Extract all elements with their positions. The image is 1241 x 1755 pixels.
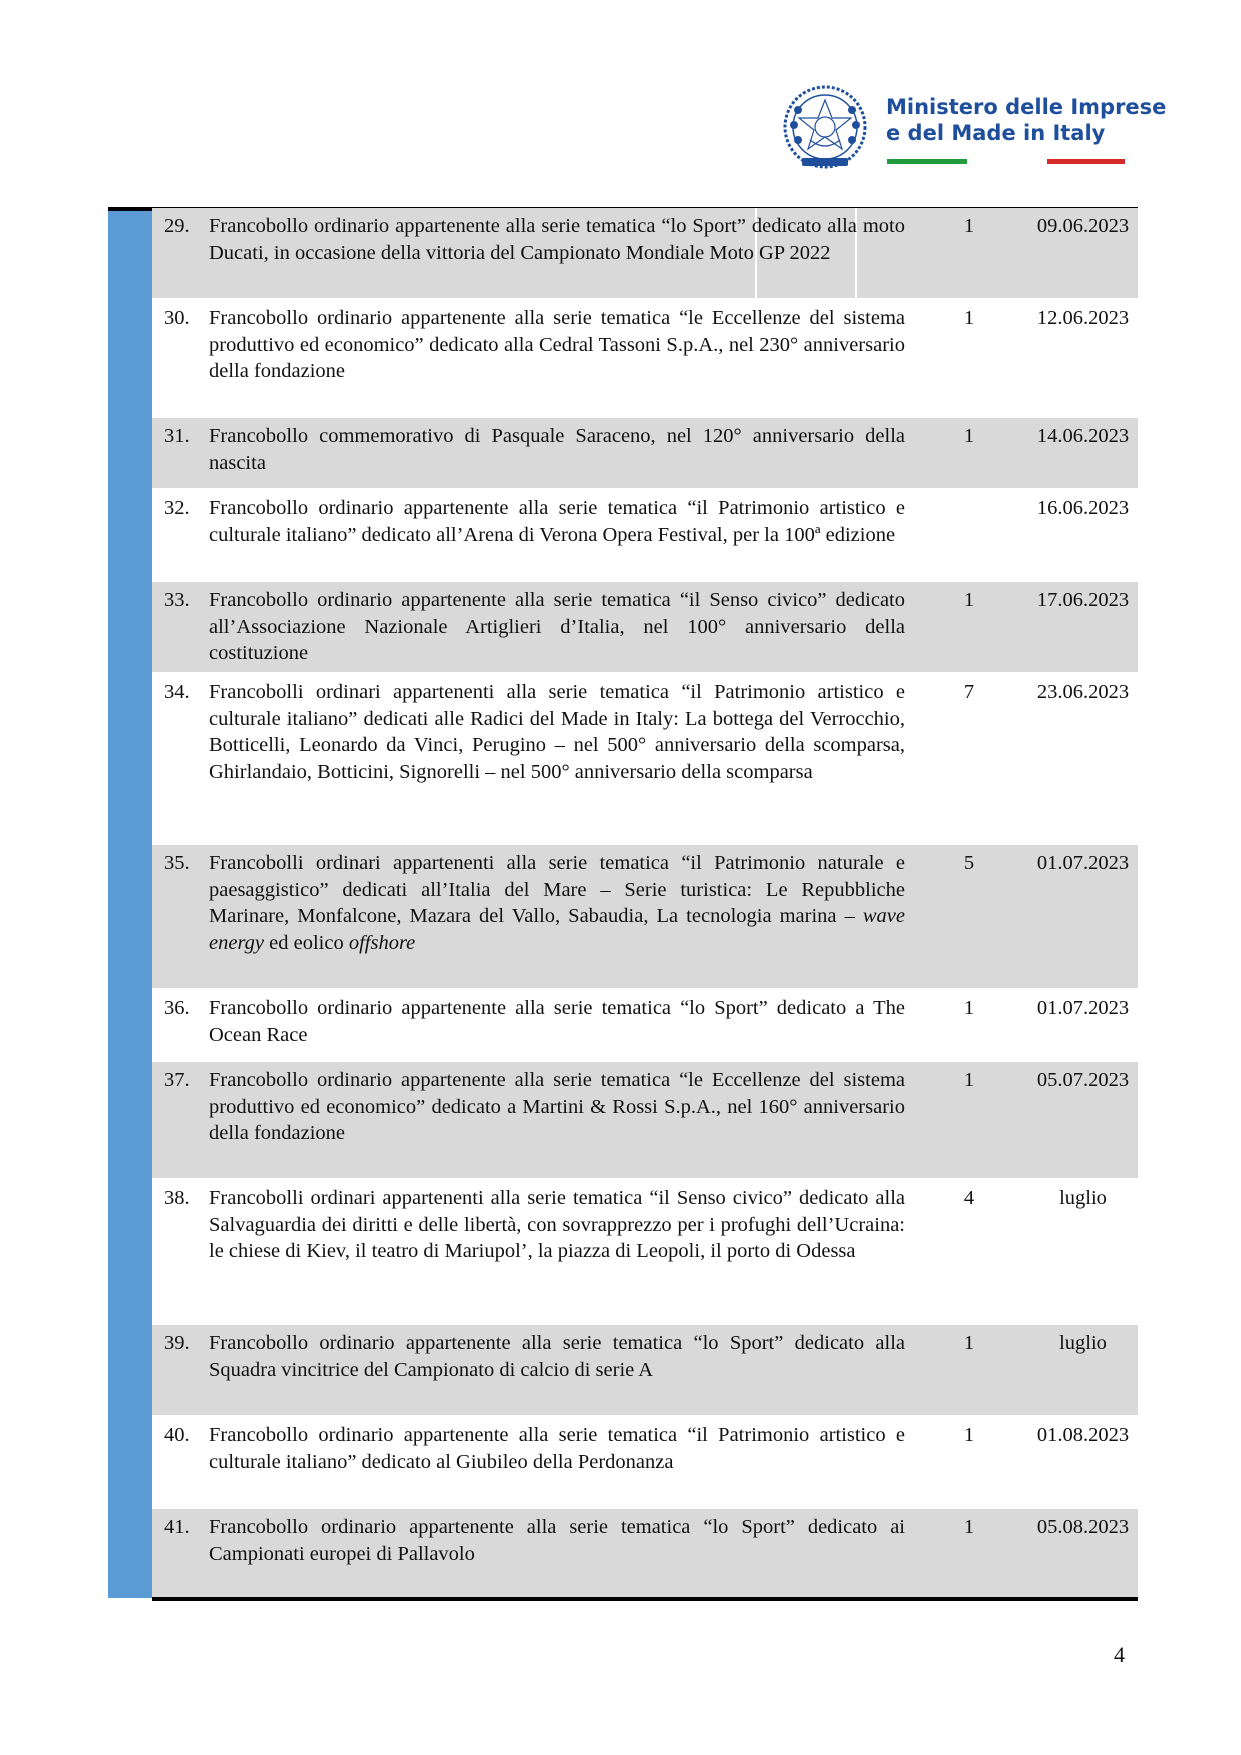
row-number: 35. xyxy=(164,852,190,874)
table-row xyxy=(152,208,1138,300)
table-row xyxy=(152,490,1138,582)
table-row xyxy=(152,1417,1138,1509)
row-number: 33. xyxy=(164,589,190,611)
row-date: luglio xyxy=(1059,1332,1107,1354)
row-date: 14.06.2023 xyxy=(1036,425,1130,447)
table-row xyxy=(152,418,1138,490)
row-date: 05.07.2023 xyxy=(1036,1069,1130,1091)
table-row xyxy=(152,845,1138,990)
table-row xyxy=(152,674,1138,845)
italian-republic-emblem-icon xyxy=(780,80,870,175)
row-description: Francobollo ordinario appartenente alla serie tematica “il Senso civico” dedicato all’Associazione Nazionale Artiglieri d’Italia, nel 100° anniversario della costituzione xyxy=(209,589,905,664)
row-number: 34. xyxy=(164,681,190,703)
row-description: Francobolli ordinari appartenenti alla serie tematica “il Senso civico” dedicato alla Salvaguardia dei diritti e delle libertà, con sovrapprezzo per i profughi dell’Ucraina: le chiese di Kiev, il teatro di Mariupol’, la piazza di Leopoli, il porto di Odessa xyxy=(209,1187,905,1262)
row-quantity: 7 xyxy=(963,681,975,703)
row-description: Francobollo ordinario appartenente alla serie tematica “lo Sport” dedicato alla moto Ducati, in occasione della vittoria del Campionato Mondiale Moto GP 2022 xyxy=(209,215,905,264)
row-quantity: 4 xyxy=(963,1187,975,1209)
row-number: 39. xyxy=(164,1332,190,1354)
ministry-name-line2: e del Made in Italy xyxy=(886,121,1106,145)
table-row xyxy=(152,990,1138,1062)
row-number: 32. xyxy=(164,497,190,519)
table-bottom-rule xyxy=(152,1597,1138,1601)
row-quantity: 1 xyxy=(963,1424,975,1446)
row-quantity: 1 xyxy=(963,307,975,329)
row-date: 05.08.2023 xyxy=(1036,1516,1130,1538)
table-row xyxy=(152,1180,1138,1325)
row-number: 38. xyxy=(164,1187,190,1209)
row-date: 01.07.2023 xyxy=(1036,852,1130,874)
row-date: 01.07.2023 xyxy=(1036,997,1130,1019)
row-number: 31. xyxy=(164,425,190,447)
row-description: Francobollo ordinario appartenente alla serie tematica “le Eccellenze del sistema produttivo ed economico” dedicato alla Cedral Tassoni S.p.A., nel 230° anniversario della fondazione xyxy=(209,307,905,382)
row-description: Francobollo ordinario appartenente alla serie tematica “il Patrimonio artistico e culturale italiano” dedicato al Giubileo della Perdonanza xyxy=(209,1424,905,1473)
ministry-name xyxy=(886,94,1166,146)
row-number: 41. xyxy=(164,1516,190,1538)
row-date: luglio xyxy=(1059,1187,1107,1209)
row-quantity: 1 xyxy=(963,425,975,447)
row-quantity: 1 xyxy=(963,997,975,1019)
row-quantity: 1 xyxy=(963,1332,975,1354)
table-row xyxy=(152,1325,1138,1417)
table-row xyxy=(152,300,1138,418)
flag-green-stripe xyxy=(887,159,967,164)
row-description: Francobolli ordinari appartenenti alla serie tematica “il Patrimonio artistico e culturale italiano” dedicati alle Radici del Made in Italy: La bottega del Verrocchio, Botticelli, Leonardo da Vinci, Perugino – nel 500° anniversario della scomparsa, Ghirlandaio, Botticini, Signorelli – nel 500° anniversario della scomparsa xyxy=(209,681,905,783)
stamp-issues-table xyxy=(152,208,1138,1599)
row-date: 12.06.2023 xyxy=(1036,307,1130,329)
row-number: 30. xyxy=(164,307,190,329)
table-side-bar xyxy=(108,208,152,1598)
row-description: Francobollo ordinario appartenente alla serie tematica “lo Sport” dedicato alla Squadra vincitrice del Campionato di calcio di serie A xyxy=(209,1332,905,1381)
row-number: 37. xyxy=(164,1069,190,1091)
row-quantity: 1 xyxy=(963,1516,975,1538)
row-description: Francobollo ordinario appartenente alla serie tematica “lo Sport” dedicato ai Campionati europei di Pallavolo xyxy=(209,1516,905,1565)
row-number: 29. xyxy=(164,215,190,237)
row-date: 01.08.2023 xyxy=(1036,1424,1130,1446)
flag-red-stripe xyxy=(1047,159,1125,164)
row-description: Francobollo ordinario appartenente alla serie tematica “lo Sport” dedicato a The Ocean Race xyxy=(209,997,905,1046)
row-number: 40. xyxy=(164,1424,190,1446)
row-quantity: 1 xyxy=(963,1069,975,1091)
ministry-name-line1: Ministero delle Imprese xyxy=(886,95,1167,119)
table-row xyxy=(152,1509,1138,1599)
row-quantity: 1 xyxy=(963,215,975,237)
row-date: 23.06.2023 xyxy=(1036,681,1130,703)
table-row xyxy=(152,582,1138,674)
row-description: Francobollo commemorativo di Pasquale Saraceno, nel 120° anniversario della nascita xyxy=(209,425,905,474)
row-description: Francobollo ordinario appartenente alla serie tematica “il Patrimonio artistico e culturale italiano” dedicato all’Arena di Verona Opera Festival, per la 100ª edizione xyxy=(209,497,905,546)
row-date: 09.06.2023 xyxy=(1036,215,1130,237)
page-number: 4 xyxy=(1114,1642,1125,1667)
row-quantity: 5 xyxy=(963,852,975,874)
row-date: 17.06.2023 xyxy=(1036,589,1130,611)
table-row xyxy=(152,1062,1138,1180)
row-description: Francobollo ordinario appartenente alla serie tematica “le Eccellenze del sistema produttivo ed economico” dedicato a Martini & Rossi S.p.A., nel 160° anniversario della fondazione xyxy=(209,1069,905,1144)
row-description: Francobolli ordinari appartenenti alla serie tematica “il Patrimonio naturale e paesaggistico” dedicati all’Italia del Mare – Serie turistica: Le Repubbliche Marinare, Monfalcone, Mazara del Vallo, Sabaudia, La tecnologia marina – wave energy ed eolico offshore xyxy=(209,852,905,954)
row-date: 16.06.2023 xyxy=(1036,497,1130,519)
row-number: 36. xyxy=(164,997,190,1019)
row-quantity: 1 xyxy=(963,589,975,611)
